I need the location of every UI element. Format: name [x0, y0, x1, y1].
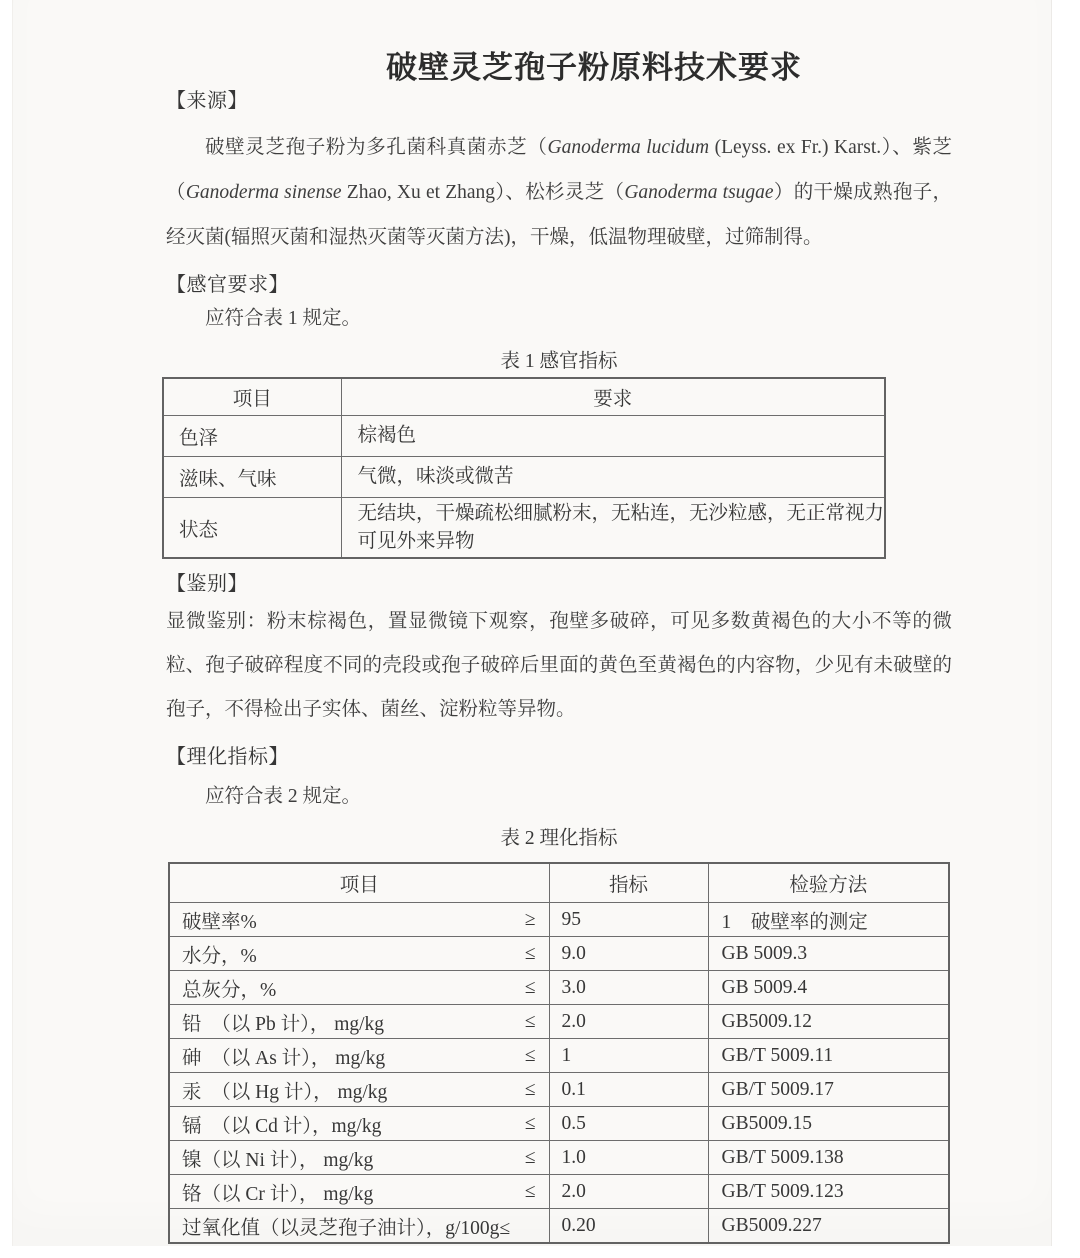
- species-name-tsugae: Ganoderma tsugae: [624, 182, 774, 203]
- sensory-table: [162, 377, 886, 559]
- table-row: [169, 1107, 949, 1141]
- t2-col-item: 项目: [169, 863, 549, 903]
- table-row: [169, 903, 949, 937]
- cell-value: 95: [549, 903, 708, 937]
- item-label: 砷 （以 As 计）， mg/kg: [182, 1047, 386, 1069]
- cell-method: GB5009.12: [708, 1005, 949, 1039]
- table-row: [169, 937, 949, 971]
- cell-requirement: 无结块，干燥疏松细腻粉末，无粘连，无沙粒感，无正常视力可见外来异物: [341, 498, 885, 559]
- item-label: 水分，%: [182, 945, 257, 967]
- cell-value: 9.0: [549, 937, 708, 971]
- physchem-note: 应符合表 2 规定。: [205, 786, 362, 807]
- cell-item: [169, 971, 549, 1005]
- section-heading-physchem: 【理化指标】: [166, 746, 289, 768]
- cell-value: 0.5: [549, 1107, 708, 1141]
- source-paragraph: [166, 125, 952, 260]
- table-row: [163, 498, 885, 559]
- t2-col-method: 检验方法: [708, 863, 949, 903]
- cell-item: [169, 1141, 549, 1175]
- table-row: [169, 1073, 949, 1107]
- cell-method: GB5009.227: [708, 1209, 949, 1244]
- table-row: [169, 1039, 949, 1073]
- t1-col-req: 要求: [341, 378, 885, 416]
- cell-item: [169, 903, 549, 937]
- cell-item: 色泽: [163, 416, 341, 457]
- item-label: 汞 （以 Hg 计）， mg/kg: [182, 1081, 388, 1103]
- cell-value: 1: [549, 1039, 708, 1073]
- section-heading-source: 【来源】: [166, 90, 248, 112]
- table-row: [169, 1005, 949, 1039]
- item-label: 铅 （以 Pb 计）， mg/kg: [182, 1013, 385, 1035]
- cell-value: 1.0: [549, 1141, 708, 1175]
- cell-item: [169, 937, 549, 971]
- comparison-operator: ≥: [524, 908, 536, 930]
- species-name-sinense: Ganoderma sinense: [185, 182, 342, 203]
- comparison-operator: ≤: [524, 1112, 536, 1134]
- source-text-3: Zhao, Xu et Zhang）、松杉灵芝（: [341, 182, 625, 203]
- comparison-operator: ≤: [524, 1180, 536, 1202]
- comparison-operator: ≤: [524, 1044, 536, 1066]
- cell-requirement: 棕褐色: [341, 416, 885, 457]
- cell-requirement: 气微，味淡或微苦: [341, 457, 885, 498]
- table-row: [169, 1175, 949, 1209]
- cell-method: GB/T 5009.17: [708, 1073, 949, 1107]
- cell-value: 3.0: [549, 971, 708, 1005]
- cell-method: 1 破壁率的测定: [708, 903, 949, 937]
- cell-value: 0.1: [549, 1073, 708, 1107]
- comparison-operator: ≤: [524, 1010, 536, 1032]
- page-title: 破壁灵芝孢子粉原料技术要求: [386, 50, 802, 85]
- table-row: [163, 457, 885, 498]
- cell-item: [169, 1107, 549, 1141]
- cell-method: GB 5009.4: [708, 971, 949, 1005]
- table1-caption: 表 1 感官指标: [500, 351, 618, 372]
- source-text-1: 破壁灵芝孢子粉为多孔菌科真菌赤芝（: [205, 137, 548, 158]
- item-label: 镍（以 Ni 计）， mg/kg: [182, 1149, 374, 1171]
- item-label: 破壁率%: [182, 911, 257, 933]
- section-heading-sensory: 【感官要求】: [166, 274, 289, 296]
- table2-caption: 表 2 理化指标: [500, 828, 618, 849]
- cell-item: [169, 1209, 549, 1244]
- species-name-lucidum: Ganoderma lucidum: [547, 137, 710, 158]
- sensory-note: 应符合表 1 规定。: [205, 308, 362, 329]
- identification-paragraph: 显微鉴别：粉末棕褐色，置显微镜下观察，孢壁多破碎，可见多数黄褐色的大小不等的微粒、孢子破碎程度不同的壳段或孢子破碎后里面的黄色至黄褐色的内容物，少见有未破壁的孢子，不得检出子实体、菌丝、淀粉粒等异物。: [166, 611, 952, 720]
- section-heading-identification: 【鉴别】: [166, 573, 248, 595]
- cell-method: GB/T 5009.123: [708, 1175, 949, 1209]
- comparison-operator: ≤: [524, 942, 536, 964]
- t2-col-value: 指标: [549, 863, 708, 903]
- table-row: [163, 416, 885, 457]
- item-label: 过氧化值（以灵芝孢子油计），g/100g≤: [182, 1217, 511, 1239]
- table-header-row: [163, 378, 885, 416]
- cell-item: [169, 1005, 549, 1039]
- physchem-table: [168, 862, 950, 1244]
- cell-item: [169, 1175, 549, 1209]
- cell-method: GB 5009.3: [708, 937, 949, 971]
- cell-item: 状态: [163, 498, 341, 559]
- cell-method: GB/T 5009.138: [708, 1141, 949, 1175]
- comparison-operator: ≤: [524, 976, 536, 998]
- table-row: [169, 1209, 949, 1244]
- table-header-row: [169, 863, 949, 903]
- item-label: 铬（以 Cr 计）， mg/kg: [182, 1183, 374, 1205]
- cell-value: 2.0: [549, 1005, 708, 1039]
- cell-value: 0.20: [549, 1209, 708, 1244]
- source-text-4: ）的干燥成熟孢子，经灭菌(辐照灭菌和湿热灭菌等灭菌方法)，干燥，低温物理破壁，过筛制得。: [166, 182, 952, 248]
- item-label: 总灰分，%: [182, 979, 277, 1001]
- cell-method: GB5009.15: [708, 1107, 949, 1141]
- table-row: [169, 1141, 949, 1175]
- table-row: [169, 971, 949, 1005]
- source-text-2: (Leyss. ex Fr.) Karst.）、紫芝（: [166, 137, 952, 203]
- t1-col-item: 项目: [163, 378, 341, 416]
- comparison-operator: ≤: [524, 1078, 536, 1100]
- cell-item: [169, 1073, 549, 1107]
- cell-item: [169, 1039, 549, 1073]
- cell-value: 2.0: [549, 1175, 708, 1209]
- cell-item: 滋味、气味: [163, 457, 341, 498]
- cell-method: GB/T 5009.11: [708, 1039, 949, 1073]
- comparison-operator: ≤: [524, 1146, 536, 1168]
- item-label: 镉 （以 Cd 计），mg/kg: [182, 1115, 382, 1137]
